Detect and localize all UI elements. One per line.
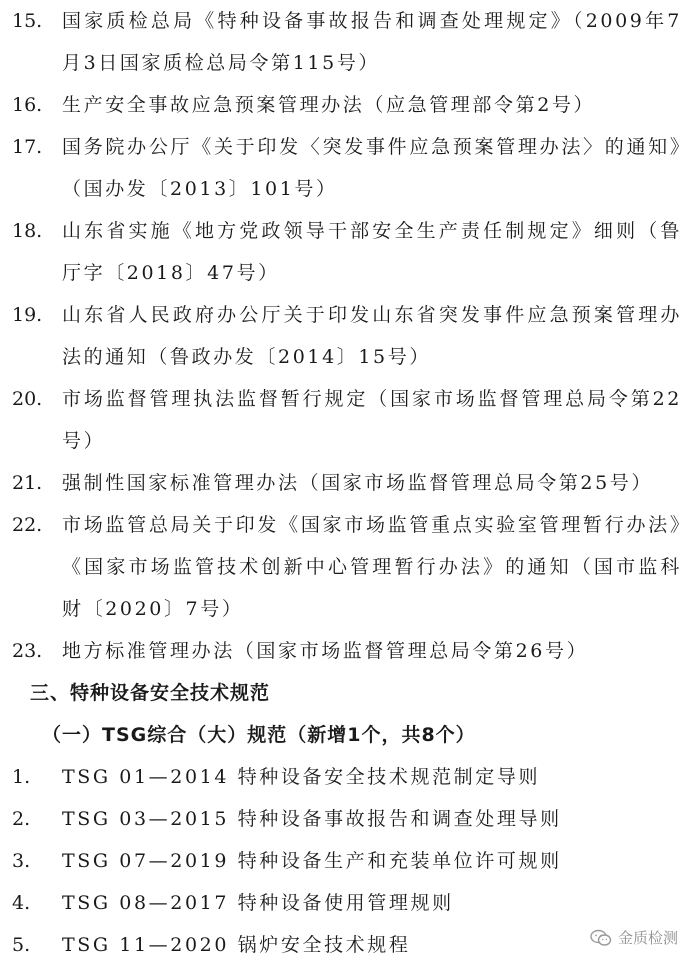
item-number: 2.	[12, 808, 31, 830]
list-item	[12, 210, 682, 294]
watermark-text: 金质检测	[617, 929, 678, 947]
item-number: 22.	[12, 514, 43, 536]
list-item	[12, 798, 682, 840]
item-number: 20.	[12, 388, 43, 410]
item-number: 18.	[12, 220, 43, 242]
watermark	[590, 927, 678, 948]
section-title: 三、特种设备安全技术规范	[30, 682, 271, 704]
item-text: TSG 08—2017 特种设备使用管理规则	[62, 892, 454, 914]
list-item	[12, 840, 682, 882]
list-item	[12, 0, 682, 84]
item-number: 4.	[12, 892, 31, 914]
list-item	[12, 504, 682, 630]
item-number: 1.	[12, 766, 31, 788]
list-item	[12, 630, 682, 672]
item-number: 15.	[12, 10, 43, 32]
item-number: 5.	[12, 934, 31, 956]
list-item	[12, 462, 682, 504]
list-item	[12, 126, 682, 210]
list-item	[12, 756, 682, 798]
item-text: 生产安全事故应急预案管理办法（应急管理部令第2号）	[62, 94, 596, 116]
wechat-icon	[590, 929, 612, 947]
item-text: 强制性国家标准管理办法（国家市场监督管理总局令第25号）	[62, 472, 653, 494]
item-text: 市场监督管理执法监督暂行规定（国家市场监督管理总局令第22号）	[62, 388, 682, 452]
item-text: 国家质检总局《特种设备事故报告和调查处理规定》（2009年7月3日国家质检总局令第115号）	[62, 10, 682, 74]
item-text: 山东省人民政府办公厅关于印发山东省突发事件应急预案管理办法的通知（鲁政办发〔2014〕15号）	[62, 304, 682, 368]
item-text: 地方标准管理办法（国家市场监督管理总局令第26号）	[62, 640, 589, 662]
subsection-title: （一）TSG综合（大）规范（新增1个，共8个）	[42, 724, 476, 746]
item-text: TSG 03—2015 特种设备事故报告和调查处理导则	[62, 808, 562, 830]
list-item	[12, 882, 682, 924]
item-text: TSG 11—2020 锅炉安全技术规程	[62, 934, 411, 956]
item-number: 17.	[12, 136, 43, 158]
item-number: 3.	[12, 850, 31, 872]
item-number: 23.	[12, 640, 43, 662]
item-text: TSG 07—2019 特种设备生产和充装单位许可规则	[62, 850, 562, 872]
item-text: 国务院办公厅《关于印发〈突发事件应急预案管理办法〉的通知》（国办发〔2013〕101号）	[62, 136, 682, 200]
item-text: 市场监管总局关于印发《国家市场监管重点实验室管理暂行办法》《国家市场监管技术创新中心管理暂行办法》的通知（国市监科财〔2020〕7号）	[62, 514, 682, 620]
list-item	[12, 84, 682, 126]
item-number: 19.	[12, 304, 43, 326]
item-number: 21.	[12, 472, 43, 494]
item-text: 山东省实施《地方党政领导干部安全生产责任制规定》细则（鲁厅字〔2018〕47号）	[62, 220, 682, 284]
list-item	[12, 924, 682, 966]
item-text: TSG 01—2014 特种设备安全技术规范制定导则	[62, 766, 541, 788]
item-number: 16.	[12, 94, 43, 116]
list-item	[12, 378, 682, 462]
list-item	[12, 294, 682, 378]
